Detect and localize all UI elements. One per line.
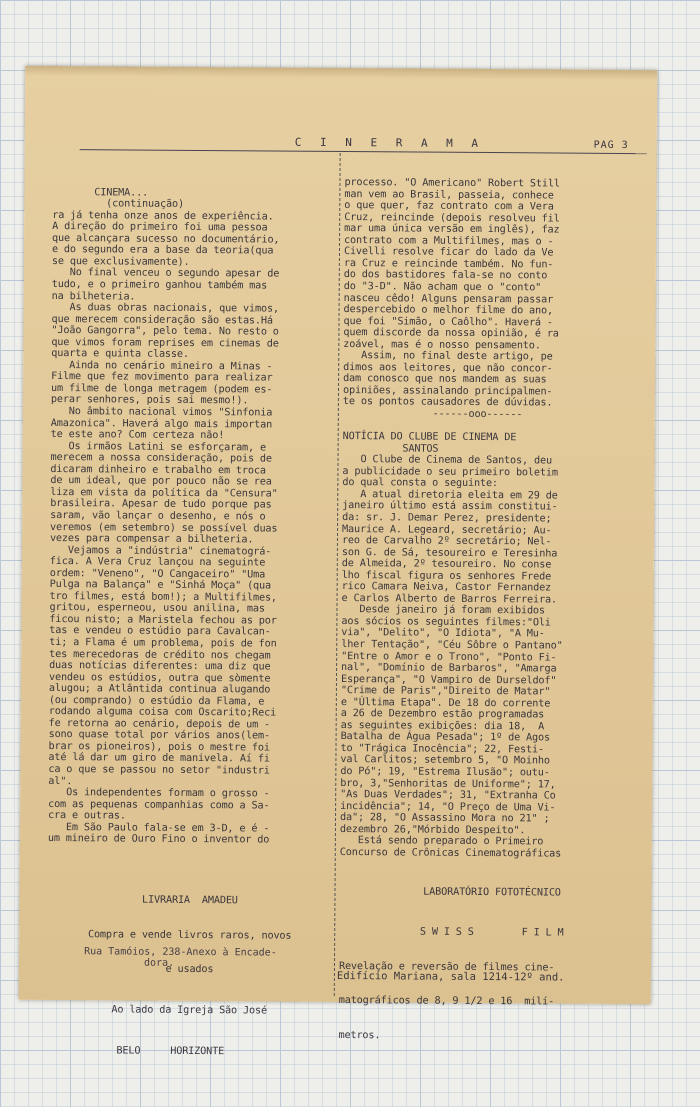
left-line: al".: [48, 775, 73, 787]
left-line: tudo, e o primeiro ganhou também mas: [51, 279, 268, 292]
left-line: tas e vendeu o estúdio para Cavalcan-: [49, 625, 271, 638]
bookstore-line4: BELO HORIZONTE: [116, 1045, 225, 1057]
left-line: rodando alguma coisa com Oscarito;Reci: [48, 706, 277, 719]
left-line: Pulga na Balança" e "Sinhá Moça" (qua: [49, 579, 272, 592]
right-line: "As Duas Verdades"; 31, "Extranha Co: [340, 789, 556, 802]
left-line: um mineiro de Ouro Fino o inventor do: [47, 833, 270, 846]
left-line: fe retorna ao cenário, depois de um -: [48, 717, 271, 731]
left-line: tes merecedoras de crédito nos chegam: [49, 648, 271, 662]
left-line: Filme que fez movimento para realizar: [51, 371, 273, 384]
right-line: a publicidade o seu primeiro boletim: [342, 465, 558, 479]
right-line: e "Última Etapa". De 18 do corrente: [340, 696, 551, 710]
right-line: do "3-D". Não acham que o "conto": [343, 281, 542, 294]
lab-ad-line3: metros.: [338, 1030, 381, 1042]
left-line: que alcançara sucesso no documentário,: [52, 232, 280, 246]
right-line: nal", "Domínio de Barbaros", "Amarga: [341, 662, 557, 675]
bookstore-name: LIVRARIA AMADEU: [142, 894, 238, 907]
right-line: processo. "O Americano" Robert Still: [344, 177, 560, 190]
left-line: ordem: "Veneno", "O Cangaceiro" "Uma: [49, 567, 266, 581]
left-line: na bilheteria.: [51, 290, 136, 303]
left-line: vendeu os estúdios, outra que sòmente: [48, 671, 271, 685]
masthead-title: C I N E R A M A: [294, 135, 485, 151]
left-line: Amazonica". Haverá algo mais importan: [50, 417, 273, 431]
left-line: te este ano? Com certeza não!: [50, 429, 225, 442]
right-line: reo de Carvalho 2º secretário; Nel-: [341, 535, 552, 548]
left-line: se que exclusivamente).: [51, 255, 190, 268]
left-line: No final venceu o segundo apesar de: [51, 267, 280, 281]
bookstore-line1: Compra e vende livros raros, novos: [87, 928, 292, 942]
left-line: brasileira. Apesar de tudo porque pas: [50, 498, 272, 511]
right-line: Esperança", "O Vampiro de Durseldof": [340, 673, 557, 687]
right-column: [338, 154, 649, 1067]
bookstore-line2: e usados: [165, 964, 214, 976]
right-line: to "Trágica Inocência"; 22, Festi-: [340, 742, 544, 756]
left-line: liza em vista da política da "Censura": [50, 486, 278, 500]
left-line: merecem a nossa consideração, pois de: [50, 452, 272, 465]
right-line: a 26 de Dezembro estão programadas: [340, 708, 545, 721]
left-line: (continuação): [52, 198, 184, 211]
left-line: duas notícias diferentes: uma diz que: [49, 660, 271, 673]
right-line: de Almeida, 2º tesoureiro. No conse: [341, 558, 552, 571]
lab-address: Edifício Mariana, sala 1214-12º and.: [336, 970, 565, 984]
bookstore-address-line1: Rua Tamóios, 238-Anexo à Encade-: [84, 946, 277, 959]
right-column-text: [340, 177, 650, 860]
right-line: contrato com a Multifilmes, mas o -: [344, 234, 554, 248]
right-line: opiniões, assinalando principalmen-: [342, 384, 553, 398]
right-line: dimos aos leitores, que não concor-: [343, 361, 553, 375]
right-line: lho fiscal figura os senhores Frede: [341, 569, 552, 583]
right-line: aos sócios os seguintes filmes:"Oli: [341, 615, 551, 629]
right-line: despercebido o melhor filme do ano,: [343, 304, 554, 317]
right-line: quem discorde da nossa opinião, é ra: [343, 327, 559, 340]
left-column-text: [48, 187, 338, 847]
left-line: ti; a Flama é um problema, pois de fon: [49, 636, 277, 650]
left-line: com as pequenas companhias como a Sa-: [48, 798, 270, 812]
left-line: Em São Paulo fala-se em 3-D, e é -: [47, 821, 270, 835]
right-line: "Crime de Paris","Direito de Matar": [340, 685, 551, 698]
left-line: perar senhores, pois sai mesmo!).: [50, 394, 249, 407]
right-line: "Entre o Amor e o Trono", "Ponto Fi-: [341, 650, 557, 664]
left-line: vezes para compensar a bilheteria.: [49, 533, 254, 546]
right-line: dam conosco que nos mandem as suas: [343, 373, 547, 386]
right-line: da: sr. J. Demar Perez, presidente;: [342, 511, 552, 525]
left-line: Vejamos a "indústria" cinematográ-: [49, 544, 272, 558]
left-line: quarta e quinta classe.: [51, 348, 189, 361]
left-line: Ainda no cenário mineiro a Minas -: [51, 359, 273, 373]
left-line: ca o que se passou no setor "industri: [48, 763, 270, 777]
left-line: de um ideal, que por pouco não se rea: [50, 475, 272, 488]
left-line: um filme de longa metragem (podem es-: [50, 382, 273, 396]
right-line: son G. de Sá, tesoureiro e Teresinha: [341, 546, 558, 560]
right-line: rico Camara Neiva, Castor Fernandez: [341, 581, 552, 594]
right-line: incidência"; 14, "O Preço de Uma Vi-: [340, 800, 556, 814]
left-line: alugou; a Atlântida continua alugando: [48, 683, 271, 696]
left-line: (ou comprando) o estúdio da Flama, e: [48, 694, 265, 708]
lab-ad-title: LABORATÓRIO FOTOTÉCNICO: [423, 887, 561, 900]
right-line: as seguintes exibições: dia 18, A: [340, 719, 545, 733]
left-line: ra já tenha onze anos de experiência.: [52, 209, 274, 223]
left-line: veremos (em setembro) se possível duas: [50, 521, 278, 535]
left-line: que vimos foram reprises em cinemas de: [51, 336, 279, 350]
right-line: bro, 3,"Senhoritas de Uniforme"; 17,: [340, 777, 556, 791]
paper-sheet: [19, 66, 658, 1057]
right-line: Batalha de Água Pesada"; 1º de Agos: [340, 731, 551, 744]
right-line: NOTÍCIA DO CLUBE DE CINEMA DE: [342, 431, 517, 444]
left-line: tro filmes, está bom!); a Multifilmes,: [49, 590, 277, 604]
left-line: "João Gangorra", pelo tema. No resto o: [51, 325, 279, 338]
bookstore-address-line2: dora.: [143, 957, 175, 969]
right-line: do dos bastidores fala-se no conto: [343, 269, 548, 282]
right-line: ------ooo------: [342, 408, 523, 421]
right-line: e Carlos Alberto de Barros Ferreira.: [341, 592, 557, 606]
bookstore-ad: [46, 868, 332, 1081]
right-line: SANTOS: [342, 442, 439, 455]
right-line: O Clube de Cinema de Santos, deu: [342, 454, 552, 467]
right-line: Está sendo preparado o Primeiro: [339, 835, 544, 848]
right-line: o que quer, faz contrato com a Vera: [344, 200, 554, 213]
right-line: da"; 28, "O Assassino Mora no 21" ;: [339, 812, 550, 825]
right-line: Cruz, reincinde (depois resolveu fil: [344, 211, 560, 225]
lab-ad-line1: Revelação e reversão de filmes cine-: [338, 960, 555, 974]
right-line: ra Cruz e reincinde também. No fun-: [343, 257, 554, 271]
right-line: man vem ao Brasil, passeia, conhece: [344, 188, 554, 202]
right-line: via", "Delito", "O Idiota", "A Mu-: [341, 627, 545, 640]
left-line: dicaram dinheiro e trabalho em troca: [50, 463, 266, 477]
left-line: que merecem consideração são estas.Há: [51, 313, 273, 327]
right-line: nasceu cêdo! Alguns pensaram passar: [343, 292, 554, 306]
left-line: até lá dar um giro de manivela. Aí fi: [48, 752, 270, 765]
left-line: e do segundo era a base da teoria(qua: [51, 244, 274, 257]
left-line: fica. A Vera Cruz lançou na seguinte: [49, 556, 266, 569]
right-line: val Carlitos; setembro 5, "O Moinho: [340, 754, 550, 767]
lab-ad-name: S W I S S F I L M: [419, 926, 564, 939]
left-line: Os independentes formam o grosso -: [48, 787, 270, 800]
right-line: do Pó"; 19, "Estrema Ilusão"; outu-: [340, 766, 550, 779]
right-line: do qual consta o seguinte:: [342, 477, 498, 490]
left-line: As duas obras nacionais, que vimos,: [51, 302, 279, 315]
left-line: Os irmãos Latini se esforçaram, e: [50, 440, 267, 454]
left-line: cra e outras.: [47, 810, 126, 822]
right-line: A atual diretoria eleita em 29 de: [342, 488, 558, 502]
right-line: zoável, mas é o nosso pensamento.: [343, 338, 541, 352]
right-line: dezembro 26,"Mórbido Despeito".: [339, 823, 526, 837]
left-line: A direção do primeiro foi uma pessoa: [52, 221, 268, 234]
left-line: No âmbito nacional vimos "Sinfonia: [50, 406, 273, 419]
bookstore-line3: Ao lado da Igreja São José: [111, 1004, 267, 1017]
left-line: ficou nisto; a Maristela fechou as por: [49, 613, 277, 627]
right-line: Civelli resolve ficar do lado da Ve: [343, 246, 554, 259]
right-line: Desde janeiro já foram exibidos: [341, 604, 545, 617]
left-line: CINEMA...: [52, 186, 149, 199]
left-line: gritou, esperneou, usou anilina, mas: [49, 602, 265, 615]
left-line: brar os pioneiros), pois o mestre foi: [48, 740, 270, 754]
right-line: mar uma única versão em inglês), faz: [344, 223, 560, 236]
right-line: Concurso de Crônicas Cinematográficas: [339, 846, 562, 860]
right-line: te os pontos causadores de dúvidas.: [342, 396, 553, 409]
lab-ad-line2: matográficos de 8, 9 1/2 e 16 milí-: [338, 995, 555, 1008]
right-line: lher Tentação", "Céu Sôbre o Pantano": [341, 638, 563, 652]
right-line: que foi "Simão, o Caôlho". Haverá -: [343, 315, 553, 329]
right-line: Assim, no final deste artigo, pe: [343, 350, 553, 363]
left-line: sono quase total por vários anos(lem-: [48, 729, 271, 742]
bookstore-address: [84, 946, 277, 969]
left-line: saram, vão lançar o desenho, e nós o: [50, 509, 266, 523]
right-line: janeiro último está assim constitui-: [342, 500, 558, 513]
right-line: Maurice A. Legeard, secretário; Au-: [342, 523, 552, 536]
page-number: PAG 3: [593, 139, 629, 152]
